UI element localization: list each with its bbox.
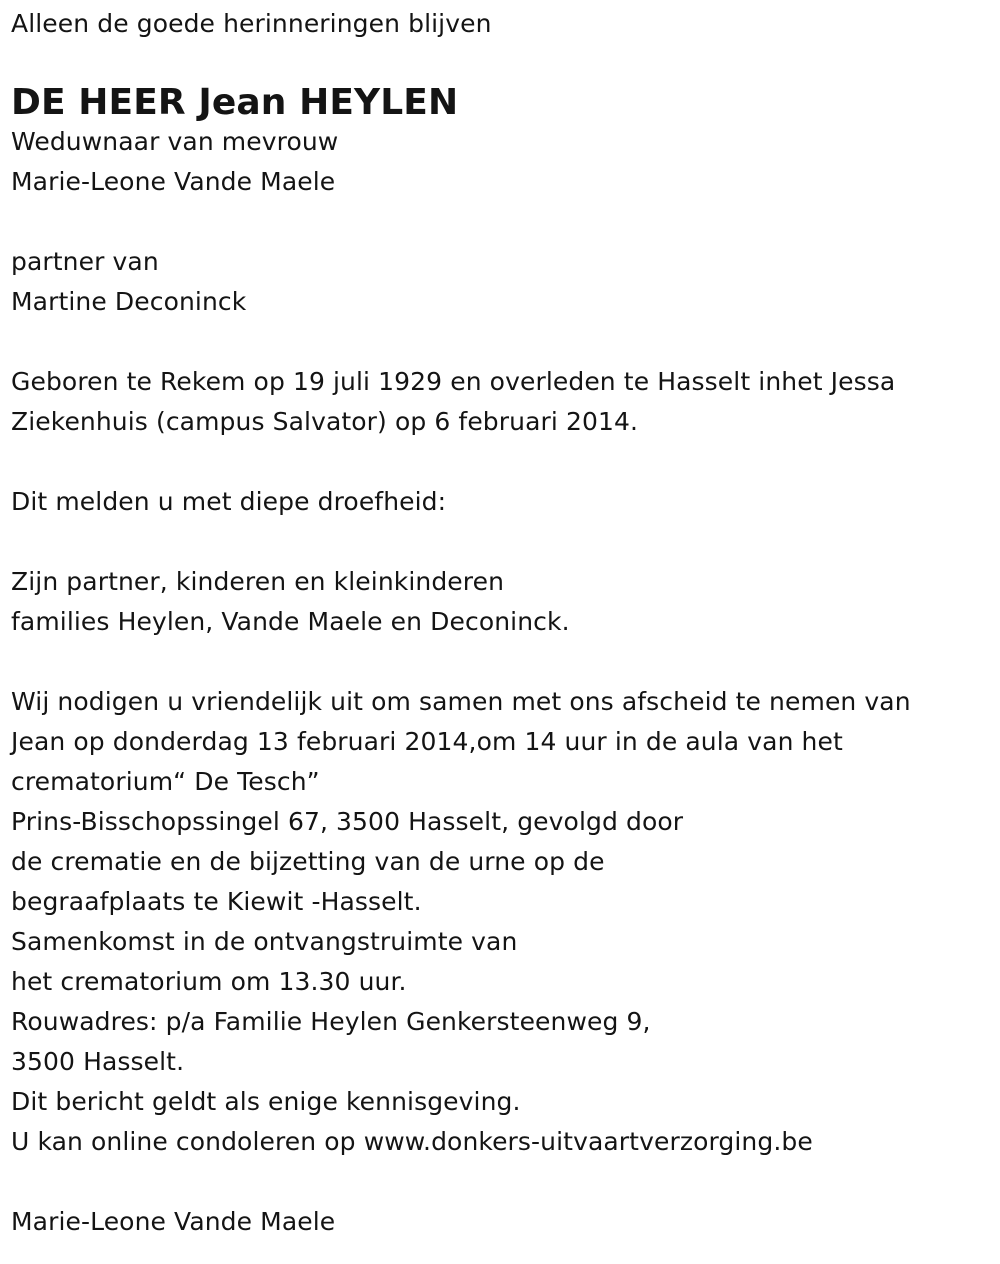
- partner-name: Martine Deconinck: [11, 287, 247, 316]
- ceremony-line: Samenkomst in de ontvangstruimte van: [11, 927, 518, 956]
- spacer: [11, 322, 991, 362]
- family-line-1: Zijn partner, kinderen en kleinkinderen: [11, 567, 505, 596]
- ceremony-line: crematorium“ De Tesch”: [11, 767, 320, 796]
- ceremony-line: begraafplaats te Kiewit -Hasselt.: [11, 887, 422, 916]
- birth-death-line-1: Geboren te Rekem op 19 juli 1929 en overleden te Hasselt inhet Jessa: [11, 367, 896, 396]
- ceremony-line: de crematie en de bijzetting van de urne op de: [11, 847, 605, 876]
- spouse-line-1: Weduwnaar van mevrouw: [11, 127, 339, 156]
- deceased-name-title: DE HEER Jean HEYLEN: [11, 82, 459, 123]
- mourning-address-line: 3500 Hasselt.: [11, 1047, 185, 1076]
- tagline: Alleen de goede herinneringen blijven: [11, 9, 492, 38]
- notice-disclaimer: Dit bericht geldt als enige kennisgeving.: [11, 1087, 521, 1116]
- ceremony-line: het crematorium om 13.30 uur.: [11, 967, 407, 996]
- obituary-notice: [11, 4, 991, 1242]
- mourning-address-line: Rouwadres: p/a Familie Heylen Genkersteenweg 9,: [11, 1007, 651, 1036]
- ceremony-line: Jean op donderdag 13 februari 2014,om 14 uur in de aula van het: [11, 727, 843, 756]
- online-condolence-line: U kan online condoleren op www.donkers-uitvaartverzorging.be: [11, 1127, 813, 1156]
- birth-death-line-2: Ziekenhuis (campus Salvator) op 6 februari 2014.: [11, 407, 639, 436]
- announcement-text: Dit melden u met diepe droefheid:: [11, 487, 447, 516]
- ceremony-address-line: Prins-Bisschopssingel 67, 3500 Hasselt, gevolgd door: [11, 807, 684, 836]
- spacer: [11, 1162, 991, 1202]
- signature-name: Marie-Leone Vande Maele: [11, 1207, 336, 1236]
- spacer: [11, 642, 991, 682]
- spouse-name: Marie-Leone Vande Maele: [11, 167, 336, 196]
- ceremony-line: Wij nodigen u vriendelijk uit om samen met ons afscheid te nemen van: [11, 687, 911, 716]
- spacer: [11, 522, 991, 562]
- spacer: [11, 442, 991, 482]
- spacer: [11, 202, 991, 242]
- family-line-2: families Heylen, Vande Maele en Deconinck.: [11, 607, 570, 636]
- partner-line-1: partner van: [11, 247, 159, 276]
